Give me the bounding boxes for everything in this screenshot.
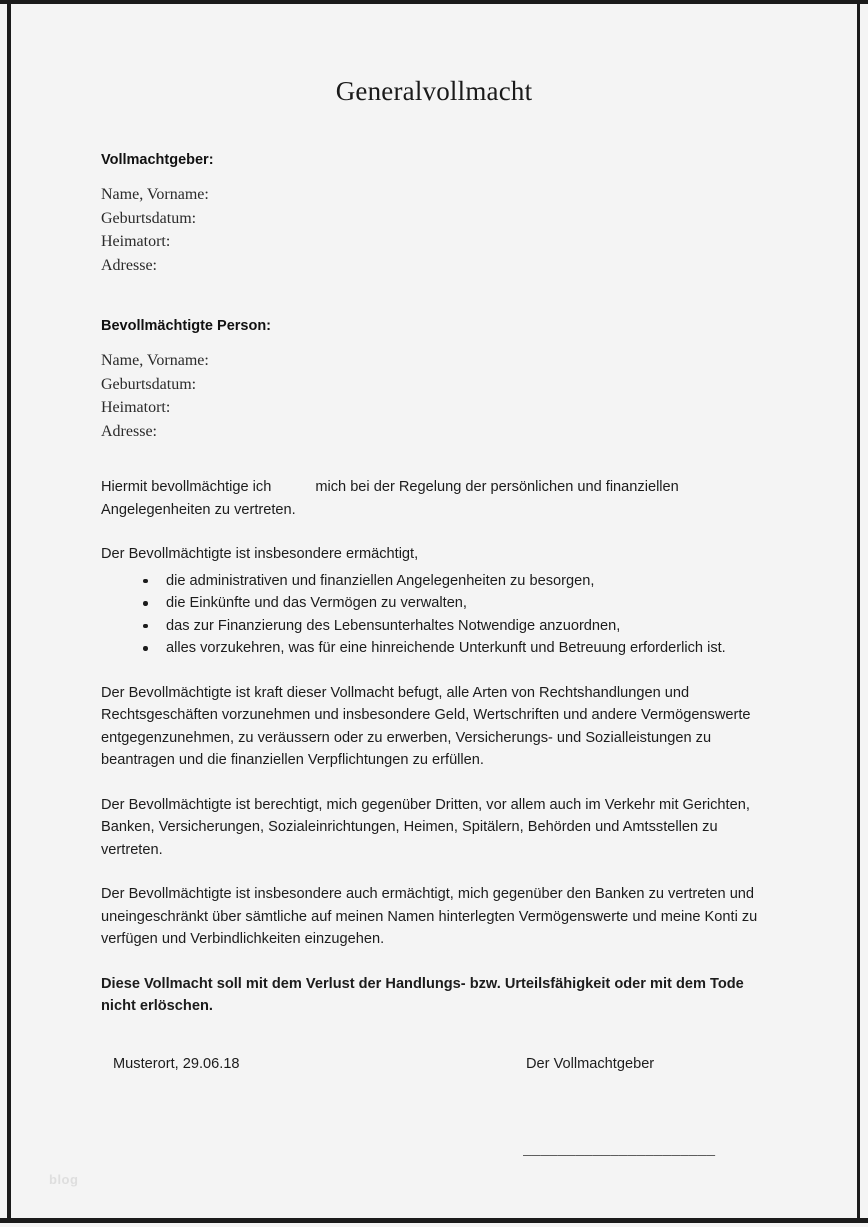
powers-list [101,570,781,660]
list-item-label: das zur Finanzierung des Lebensunterhaltes Notwendige anzuordnen, [166,617,621,634]
list-item [101,615,781,638]
paragraph-powers: Der Bevollmächtigte ist kraft dieser Vollmacht befugt, alle Arten von Rechtshandlungen und Rechtsgeschäften vorzunehmen und insbesondere Geld, Wertschriften und andere Vermögenswerte entgegenzunehmen, zu veräussern oder zu erwerben, Versicherungs- und Sozialleistungen zu beantragen und die finanziellen Verpflichtungen zu erfüllen. [101,684,751,768]
field-label-birthdate: Geburtsdatum: [101,209,197,227]
bullet-icon [143,624,148,629]
paragraph-banking: Der Bevollmächtigte ist insbesondere auch ermächtigt, mich gegenüber den Banken zu vertreten und uneingeschränkt über sämtliche auf meinen Namen hinterlegten Vermögenswerte und meine Konti zu verfügen und Verbindlichkeiten einzugehen. [101,886,758,947]
paragraph-list-lead: Der Bevollmächtigte ist insbesondere ermächtigt, [101,546,419,562]
party-heading-attorney: Bevollmächtigte Person: [101,318,272,334]
place-and-date: Musterort, 29.06.18 [113,1056,240,1072]
signature-line[interactable]: ______________________ [523,1140,716,1157]
watermark: blog [49,1172,79,1187]
list-item-label: die administrativen und finanziellen Angelegenheiten zu besorgen, [166,572,595,589]
signature-role-label: Der Vollmachtgeber [526,1056,655,1072]
party-block-grantor [101,152,701,277]
bullet-icon [143,579,148,584]
page-title: Generalvollmacht [335,76,533,106]
list-item [101,637,781,660]
paragraph-representation: Der Bevollmächtigte ist berechtigt, mich gegenüber Dritten, vor allem auch im Verkehr mit Gerichten, Banken, Versicherungen, Sozialeinrichtungen, Heimen, Spitälern, Behörden und Amtsstellen zu vertreten. [101,796,750,858]
paragraph-intro [101,476,781,521]
document-page [11,4,857,1218]
party-block-attorney [101,318,701,443]
paragraph-durability: Diese Vollmacht soll mit dem Verlust der Handlungs- bzw. Urteilsfähigkeit oder mit dem Tode nicht erlöschen. [101,975,744,1014]
page-edge-right [857,4,860,1220]
list-item [101,570,781,593]
document-body [101,476,781,1040]
intro-text-after-blank: mich bei der Regelung der persönlichen und finanziellen Angelegenheiten zu vertreten. [101,479,679,518]
field-label-name: Name, Vorname: [101,186,209,203]
bullet-icon [143,646,148,651]
field-label-address: Adresse: [101,256,157,274]
intro-text-before-blank: Hiermit bevollmächtige ich [101,479,272,495]
list-item-label: alles vorzukehren, was für eine hinreichende Unterkunft und Betreuung erforderlich ist. [166,640,726,656]
field-label-hometown: Heimatort: [101,399,171,416]
list-item-label: die Einkünfte und das Vermögen zu verwalten, [166,595,467,611]
list-item [101,592,781,615]
field-label-hometown: Heimatort: [101,233,171,250]
page-edge-bottom [0,1218,868,1223]
field-label-birthdate: Geburtsdatum: [101,375,197,393]
party-heading-grantor: Vollmachtgeber: [101,152,214,168]
bullet-icon [143,601,148,606]
field-label-address: Adresse: [101,422,157,440]
field-label-name: Name, Vorname: [101,352,209,369]
